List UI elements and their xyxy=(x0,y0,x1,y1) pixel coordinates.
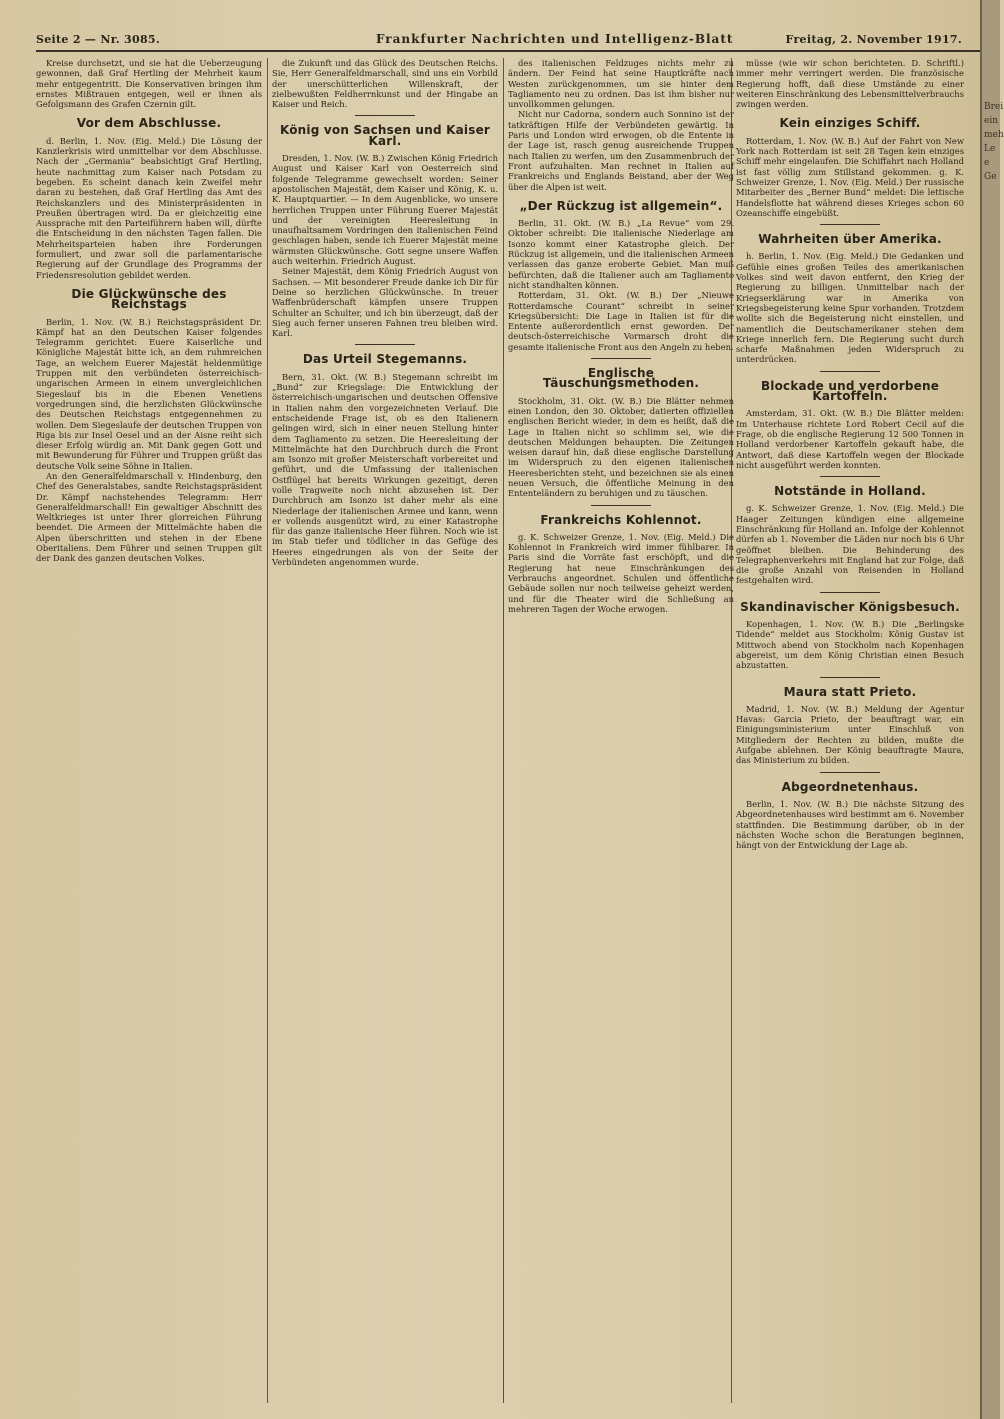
issue-date: Freitag, 2. November 1917. xyxy=(785,33,962,46)
article-headline: Wahrheiten über Amerika. xyxy=(758,232,942,247)
article-paragraph: Bern, 31. Okt. (W. B.) Stegemann schreibt im „Bund“ zur Kriegslage: Die Entwicklung der österreichisch-ungarischen und deutschen Offensive in Italien nahm den vorgezeichneten Verlauf. Die entscheidende Frage ist, ob es den Italienern gelingen wird, sich in einer neuen Stellung hinter dem Tagliamento zu setzen. Die Heeresleitung der Mittelmächte hat den Durchbruch durch die Front am Isonzo mit großer Meisterschaft vorbereitet und geführt, und die Umfassung der italienischen Ostflügel hat bereits Wirkungen gezeitigt, deren volle Tragweite noch nicht abzusehen ist. Der Durchbruch am Isonzo ist daher mehr als eine Niederlage der italienischen Armee und kann, wenn er vollends ausgenützt wird, zu einer Katastrophe für das ganze italienische Heer führen. Noch wie ist im Stab tiefer und tödlicher in das Gefüge des Heeres eingedrungen als von der Seite der Verbündeten angenommen wurde. xyxy=(272,371,498,568)
article-headline: König von Sachsen und Kaiser Karl. xyxy=(279,123,491,148)
article-headline: Maura statt Prieto. xyxy=(783,684,917,699)
page-number: Seite 2 — Nr. 3085. xyxy=(36,33,160,46)
article-headline: Die Glückwünsche des Reichstags xyxy=(71,286,227,312)
adjacent-page-text: Brei ein meh Le e Ge xyxy=(984,102,1004,182)
article-paragraph: die Zukunft und das Glück des Deutschen Reichs. Sie, Herr Generalfeldmarschall, sind uns ein Vorbild der unerschütterlichen Willenskraft, der zielbewußten Feldherrnkunst und der Hingabe an Kaiser und Reich. xyxy=(272,58,498,110)
article-paragraph: d. Berlin, 1. Nov. (Eig. Meld.) Die Lösung der Kanzlerkrisis wird unmittelbar vor dem Abschlusse. Nach der „Germania“ beabsichtigt Graf Hertling, heute nachmittag zum Kaiser nach Potsdam zu begeben. Es scheint danach kein Zweifel mehr daran zu bestehen, daß Graf Hertling das Amt des Reichskanzlers und des Ministerpräsidenten in Preußen übertragen wird. Da er gleichzeitig eine Aussprache mit den Parteiführern haben will, dürfte die Entscheidung in den nächsten Tagen fallen. Die Mehrheitsparteien haben ihre Forderungen formuliert, und zwar soll die parlamentarische Regierung auf der Grundlage des Programms der Friedensresolution gebildet werden. xyxy=(36,135,262,280)
column-rule xyxy=(267,58,268,1403)
column-3 xyxy=(508,58,734,1403)
article-paragraph: An den Generalfeldmarschall v. Hindenburg, den Chef des Generalstabes, sandte Reichstagspräsident Dr. Kämpf nachstehendes Telegramm: Herr Generalfeldmarschall! Ein gewaltiger Abschnitt des Weltkrieges ist unter Ihrer glorreichen Führung beendet. Die Armeen der Mittelmächte haben die Alpen überschritten und stehen in der Ebene Oberitaliens. Dem Führer und seinen Truppen gilt der Dank des ganzen deutschen Volkes. xyxy=(36,470,262,564)
article-headline: Blockade und verdorbene Kartoffeln. xyxy=(760,378,940,404)
article-paragraph: müsse (wie wir schon berichteten. D. Schriftl.) immer mehr verringert werden. Die französische Regierung hofft, daß diese Umstände zu einer weiteren Einschränkung des Lebensmittelverbrauchs zwingen werden. xyxy=(736,58,964,110)
article-paragraph: Rotterdam, 31. Okt. (W. B.) Der „Nieuwe Rotterdamsche Courant“ schreibt in seiner Kriegsübersicht: Die Lage in Italien ist für die Entente außerordentlich ernst geworden. Der deutsch-österreichische Vormarsch droht die gesamte italienische Front aus den Angeln zu heben. xyxy=(508,290,734,352)
article-paragraph: Dresden, 1. Nov. (W. B.) Zwischen König Friedrich August und Kaiser Karl von Oesterreich sind folgende Telegramme gewechselt worden: Seiner apostolischen Majestät, dem Kaiser und König, K. u. K. Hauptquartier. — In dem Augenblicke, wo unsere herrlichen Truppen unter Führung Euerer Majestät und der vereinigten Heeresleitung in unaufhaltsamem Vordringen den italienischen Feind geschlagen haben, sende ich Euerer Majestät meine wärmsten Glückwünsche. Gott segne unsere Waffen auch weiterhin. Friedrich August. xyxy=(272,153,498,267)
article-paragraph: g. K. Schweizer Grenze, 1. Nov. (Eig. Meld.) Die Kohlennot in Frankreich wird immer fühlbarer. In Paris sind die Vorräte fast erschöpft, und die Regierung hat neue Einschränkungen des Verbrauchs angeordnet. Schulen und öffentliche Gebäude sollen nur noch teilweise geheizt werden, und für die Theater wird die Schließung an mehreren Tagen der Woche erwogen. xyxy=(508,531,734,614)
divider xyxy=(820,677,880,678)
article-paragraph: h. Berlin, 1. Nov. (Eig. Meld.) Die Gedanken und Gefühle eines großen Teiles des amerikanischen Volkes sind weit davon entfernt, den Krieg der Regierung zu billigen. Unmittelbar nach der Kriegserklärung war in Amerika von Kriegsbegeisterung keine Spur vorhanden. Trotzdem wollte sich die Begeisterung nicht einstellen, und namentlich die Deutschamerikaner stehen dem Kriege innerlich fern. Die Regierung sucht durch scharfe Maßnahmen jeden Widerspruch zu unterdrücken. xyxy=(736,251,964,365)
article-paragraph: Nicht nur Cadorna, sondern auch Sonnino ist der tatkräftigen Hilfe der Verbündeten gewärtig. In Paris und London wird erwogen, ob die Entente in der Lage ist, rasch genug ausreichende Truppen nach Italien zu werfen, um den Zusammenbruch der Front aufzuhalten. Man rechnet in Italien auf Frankreichs und Englands Beistand, aber der Weg über die Alpen ist weit. xyxy=(508,109,734,192)
article-paragraph: Seiner Majestät, dem König Friedrich August von Sachsen. — Mit besonderer Freude danke ich Dir für Deine so herzlichen Glückwünsche. In treuer Waffenbrüderschaft kämpfen unsere Truppen Schulter an Schulter, und ich bin überzeugt, daß der Sieg auch ferner unseren Fahnen treu bleiben wird. Karl. xyxy=(272,266,498,339)
article-headline: „Der Rückzug ist allgemein“. xyxy=(519,198,723,213)
newspaper-title: Frankfurter Nachrichten und Intelligenz-Blatt xyxy=(376,32,734,46)
adjacent-page-edge xyxy=(980,0,1004,1419)
divider xyxy=(820,224,880,225)
column-rule xyxy=(503,58,504,1403)
article-headline: Skandinavischer Königsbesuch. xyxy=(740,599,960,614)
article-paragraph: Berlin, 1. Nov. (W. B.) Die nächste Sitzung des Abgeordnetenhauses wird bestimmt am 6. November stattfinden. Die Bestimmung darüber, ob in der nächsten Woche schon die Beratungen beginnen, hängt von der Entwicklung der Lage ab. xyxy=(736,798,964,851)
column-1 xyxy=(36,58,262,1403)
article-paragraph: g. K. Schweizer Grenze, 1. Nov. (Eig. Meld.) Die Haager Zeitungen kündigen eine allgemeine Einschränkung für Holland an. Infolge der Kohlennot dürfen ab 1. November die Läden nur noch bis 6 Uhr geöffnet bleiben. Die Behinderung des Telegraphenverkehrs mit England hat zur Folge, daß die große Anzahl von Reisenden in Holland festgehalten wird. xyxy=(736,503,964,586)
article-paragraph: Kreise durchsetzt, und sie hat die Ueberzeugung gewonnen, daß Graf Hertling der Mehrheit kaum mehr entgegentritt. Die Konservativen bringen ihm ernstes Mißtrauen entgegen, weil er ihnen als Gefolgsmann des Grafen Czernin gilt. xyxy=(36,58,262,110)
divider xyxy=(820,371,880,372)
article-paragraph: Madrid, 1. Nov. (W. B.) Meldung der Agentur Havas: Garcia Prieto, der beauftragt war, ein Einigungsministerium unter Einschluß von Mitgliedern der Rechten zu bilden, mußte die Aufgabe ablehnen. Der König beauftragte Maura, das Ministerium zu bilden. xyxy=(736,703,964,766)
divider xyxy=(355,115,415,116)
divider xyxy=(591,505,651,506)
article-paragraph: Rotterdam, 1. Nov. (W. B.) Auf der Fahrt von New York nach Rotterdam ist seit 28 Tagen kein einziges Schiff mehr eingelaufen. Die Schiffahrt nach Holland ist fast völlig zum Stillstand gekommen. g. K. Schweizer Grenze, 1. Nov. (Eig. Meld.) Der russische Mitarbeiter des „Berner Bund“ meldet: Die lettische Handelsflotte hat während dieses Krieges schon 60 Ozeanschiffe eingebüßt. xyxy=(736,135,964,218)
masthead xyxy=(36,30,982,52)
article-headline: Abgeordnetenhaus. xyxy=(781,779,919,794)
divider xyxy=(591,358,651,359)
article-headline: Das Urteil Stegemanns. xyxy=(302,352,468,367)
article-headline: Notstände in Holland. xyxy=(774,484,926,499)
article-paragraph: des italienischen Feldzuges nichts mehr zu ändern. Der Feind hat seine Hauptkräfte nach Westen zurückgenommen, um sie hinter dem Tagliamento neu zu ordnen. Das ist ihm bisher nur unvollkommen gelungen. xyxy=(508,58,734,110)
article-paragraph: Kopenhagen, 1. Nov. (W. B.) Die „Berlingske Tidende“ meldet aus Stockholm: König Gustav ist Mittwoch abend von Stockholm nach Kopenhagen abgereist, um dem König Christian einen Besuch abzustatten. xyxy=(736,619,964,671)
article-paragraph: Amsterdam, 31. Okt. (W. B.) Die Blätter melden: Im Unterhause richtete Lord Robert Cecil auf die Frage, ob die englische Regierung 12 500 Tonnen in Holland verdorbener Kartoffeln gekauft habe, die Antwort, daß diese Kartoffeln wegen der Blockade nicht ausgeführt werden konnten. xyxy=(736,408,964,470)
column-2 xyxy=(272,58,498,1403)
article-headline: Vor dem Abschlusse. xyxy=(76,116,222,131)
article-headline: Frankreichs Kohlennot. xyxy=(540,512,702,527)
divider xyxy=(820,476,880,477)
divider xyxy=(355,344,415,345)
article-paragraph: Berlin, 1. Nov. (W. B.) Reichstagspräsident Dr. Kämpf hat an den Deutschen Kaiser folgendes Telegramm gerichtet: Euere Kaiserliche und Königliche Majestät bitte ich, an dem ruhmreichen Tage, an welchem Euerer Majestät heldenmütige Truppen mit den verbündeten österreichisch-ungarischen Armeen in einem unvergleichlichen Siegeslauf bis in die Ebenen Venetiens vorgedrungen sind, die herzlichsten Glückwünsche des Deutschen Reichstags entgegennehmen zu wollen. Dem Siegeslaufe der deutschen Truppen von Riga bis zur Insel Oesel und an der Aisne reiht sich dieser Erfolg würdig an. Mit Dank gegen Gott und mit Bewunderung für Führer und Truppen grüßt das deutsche Volk seine Söhne in Italien. xyxy=(36,316,262,471)
column-4 xyxy=(736,58,964,1403)
divider xyxy=(820,592,880,593)
article-paragraph: Stockholm, 31. Okt. (W. B.) Die Blätter nehmen einen London, den 30. Oktober, datierten offiziellen englischen Bericht wieder, in dem es heißt, daß die Lage in Italien nicht so schlimm sei, wie die deutschen Meldungen behaupten. Die Zeitungen weisen darauf hin, daß diese englische Darstellung im Widerspruch zu den eigenen italienischen Heeresberichten steht, und bezeichnen sie als einen neuen Versuch, die öffentliche Meinung in den Ententeländern zu beruhigen und zu täuschen. xyxy=(508,395,734,499)
divider xyxy=(820,772,880,773)
article-paragraph: Berlin, 31. Okt. (W. B.) „La Revue“ vom 29. Oktober schreibt: Die italienische Niederlage am Isonzo kommt einer Katastrophe gleich. Der Rückzug ist allgemein, und die italienischen Armeen verlassen das ganze eroberte Gebiet. Man muß befürchten, daß die Italiener auch am Tagliamento nicht standhalten können. xyxy=(508,218,734,290)
article-headline: Englische Täuschungsmethoden. xyxy=(542,366,700,391)
article-headline: Kein einziges Schiff. xyxy=(779,116,921,131)
